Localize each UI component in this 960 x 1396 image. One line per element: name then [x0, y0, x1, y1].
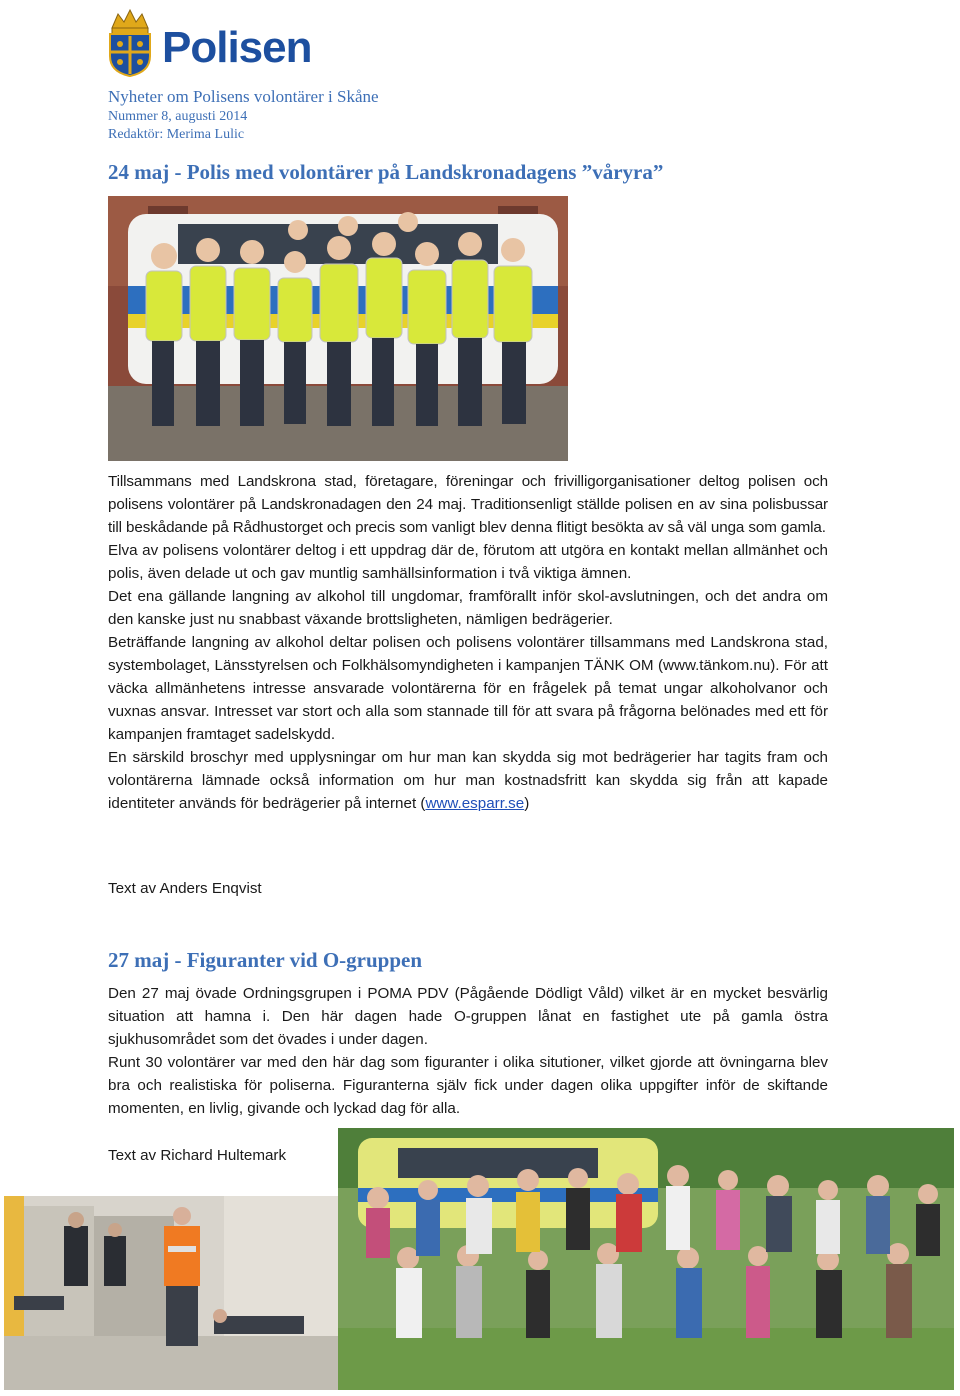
training-exercise-photo [4, 1196, 338, 1390]
article2-byline: Text av Richard Hultemark [108, 1147, 287, 1164]
paragraph-5-text: En särskild broschyr med upplysningar om hur man kan skydda sig mot bedrägerier har tagits fram och volontärerna lämnade också information om hur man kostnadsfritt kan skydda sig från att kapade identiteter används för bedrägerier på internet ( [108, 749, 828, 812]
article2-paragraph-1: Den 27 maj övade Ordningsgrupen i POMA PDV (Pågående Dödligt Våld) vilket är en mycket besvärlig situation att hamna i. Den här dagen hade O-gruppen lånat en fastighet ute på gamla östra sjukhusområdet som det övades i under dagen. [108, 985, 828, 1048]
newsletter-masthead [108, 86, 379, 144]
editor-line: Redaktör: Merima Lulic [108, 127, 245, 142]
article2-body [108, 982, 828, 1120]
article1-heading: 24 maj - Polis med volontärer på Landskronadagens ”våryra” [108, 160, 664, 184]
issue-number: Nummer 8, augusti 2014 [108, 109, 248, 124]
polisen-logo [104, 6, 312, 78]
crown-shield-icon [104, 6, 156, 78]
article1-paragraph-5 [108, 746, 828, 815]
article2-heading: 27 maj - Figuranter vid O-gruppen [108, 948, 423, 972]
article1-paragraph-3: Det ena gällande langning av alkohol till ungdomar, framförallt inför skol-avslutningen, och det andra om den kanske just nu snabbast växande brottsligheten, nämligen bedrägerier. [108, 588, 828, 628]
newsletter-title: Nyheter om Polisens volontärer i Skåne [108, 87, 379, 106]
article2-paragraph-2: Runt 30 volontärer var med den här dag som figuranter i olika situtioner, vilket gjorde att övningarna blev bra och realistiska för poliserna. Figuranterna själv fick under dagen olika uppgifter inför de skiftande momenten, en livlig, givande och lyckad dag för alla. [108, 1054, 828, 1117]
article1-paragraph-1: Tillsammans med Landskrona stad, företagare, föreningar och frivilligorganisationer deltog polisen och polisens volontärer på Landskronadagen den 24 maj. Traditionsenligt ställde polisen en av sina polisbussar till beskådande på Rådhustorget och precis som vanligt blev denna flitigt besökta av så väl unga som gamla. [108, 473, 828, 536]
esparr-link[interactable]: www.esparr.se [425, 795, 525, 812]
article1-paragraph-2: Elva av polisens volontärer deltog i ett uppdrag där de, förutom att utgöra en kontakt mellan allmänhet och polis, även delade ut och gav muntlig samhällsinformation i två viktiga ämnen. [108, 542, 828, 582]
volunteers-group-photo [108, 196, 568, 461]
paragraph-5-close: ) [524, 795, 530, 812]
article1-paragraph-4: Beträffande langning av alkohol deltar polisen och polisens volontärer tillsammans med Landskrona stad, systembolaget, Länsstyrelsen och Folkhälsomyndigheten i kampanjen TÄNK OM (www.tänkom.nu). För att väcka allmänhetens intresse ansvarade volontärerna för en frågelek på temat ungar alkoholvanor och vuxnas ansvar. Intresset var stort och alla som stannade till för att svara på frågorna belönades med ett för kampanjen framtaget sadelskydd. [108, 634, 828, 743]
article1-body [108, 470, 828, 815]
article1-byline: Text av Anders Enqvist [108, 880, 262, 897]
figuranter-group-photo [338, 1128, 954, 1390]
logo-wordmark: Polisen [162, 23, 312, 72]
